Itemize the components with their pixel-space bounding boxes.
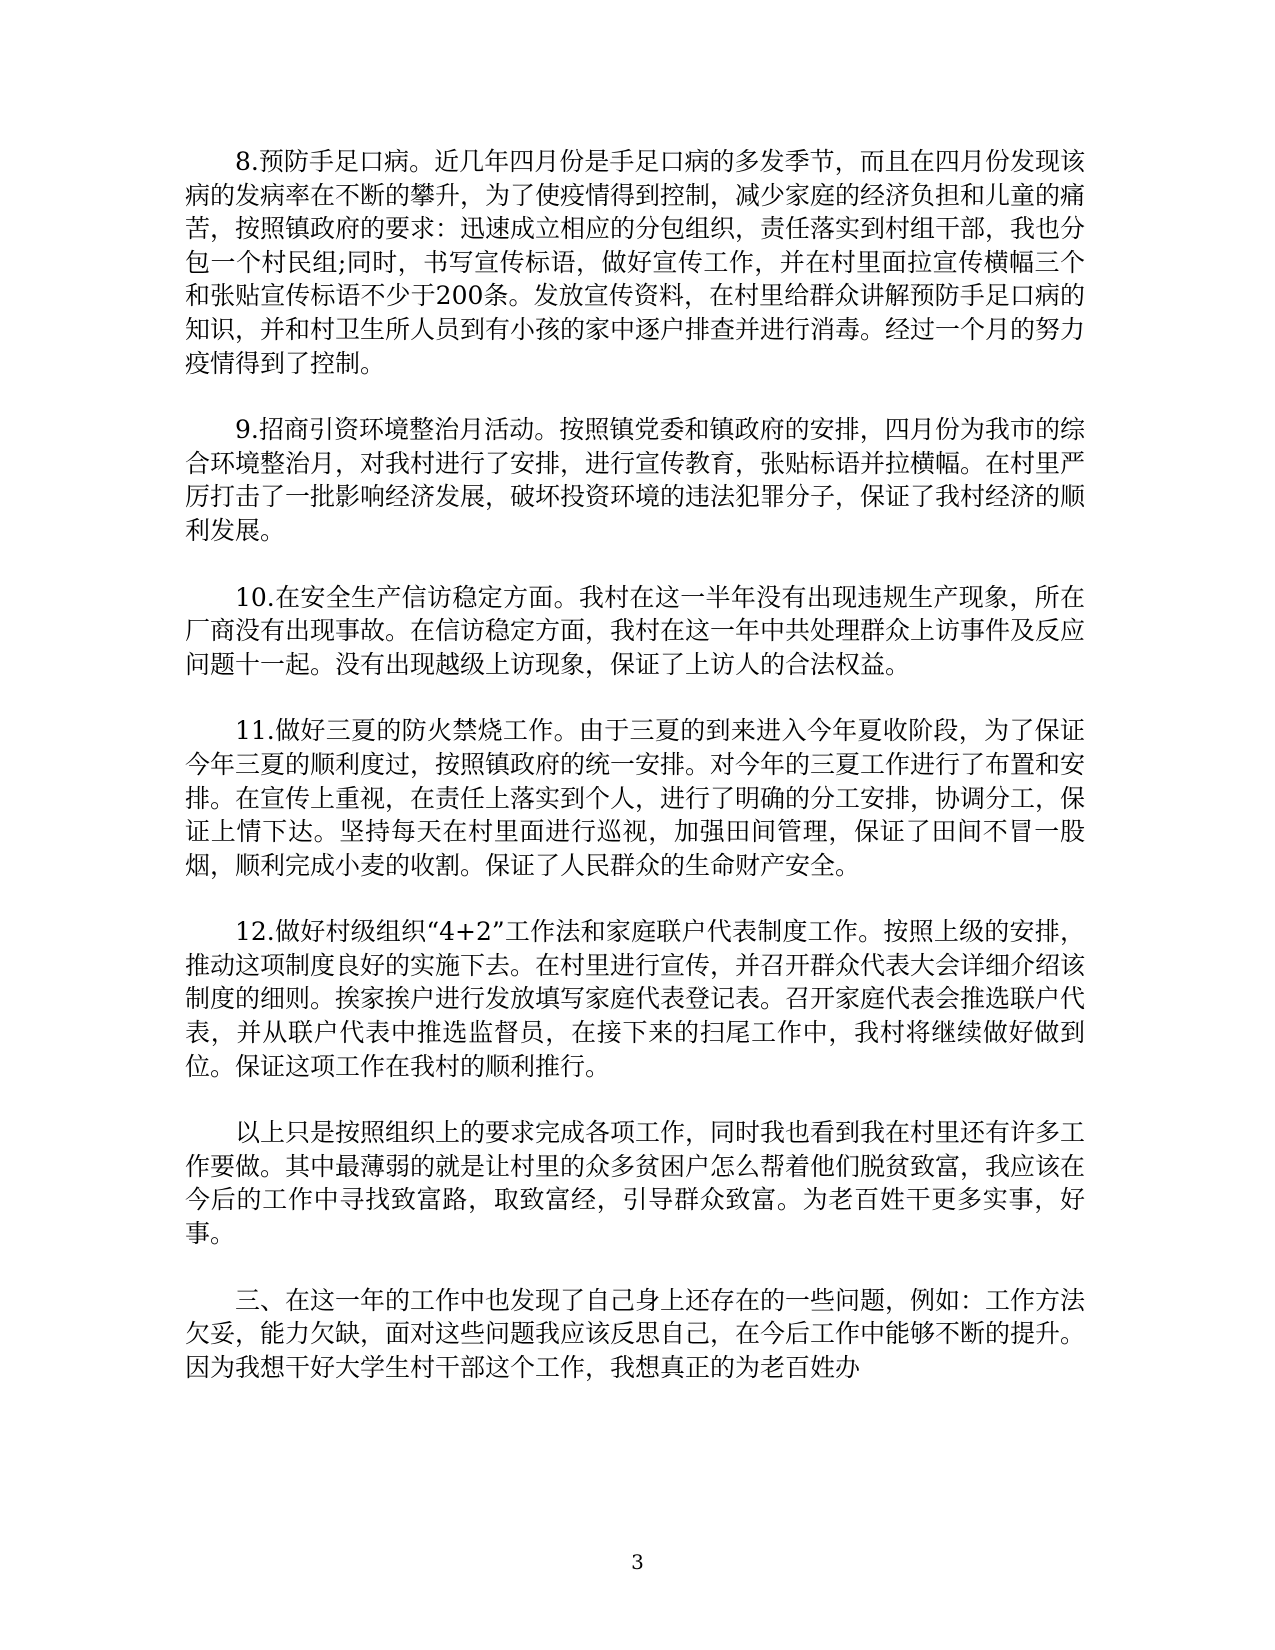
paragraph-safety-production-petition: 10.在安全生产信访稳定方面。我村在这一半年没有出现违规生产现象，所在厂商没有出现事故。在信访稳定方面，我村在这一年中共处理群众上访事件及反应问题十一起。没有出现越级上访现象，保证了上访人的合法权益。 <box>185 582 1086 679</box>
document-body <box>185 145 1085 1417</box>
page-number: 3 <box>631 1550 644 1574</box>
paragraph-summary-remaining-work: 以上只是按照组织上的要求完成各项工作，同时我也看到我在村里还有许多工作要做。其中最薄弱的就是让村里的众多贫困户怎么帮着他们脱贫致富，我应该在今后的工作中寻找致富路，取致富经，引导群众致富。为老百姓干更多实事，好事。 <box>185 1118 1086 1249</box>
paragraph-investment-environment-campaign: 9.招商引资环境整治月活动。按照镇党委和镇政府的安排，四月份为我市的综合环境整治月，对我村进行了安排，进行宣传教育，张贴标语并拉横幅。在村里严厉打击了一批影响经济发展，破坏投资环境的违法犯罪分子，保证了我村经济的顺利发展。 <box>185 415 1086 545</box>
paragraph-prevent-hand-foot-mouth-disease: 8.预防手足口病。近几年四月份是手足口病的多发季节，而且在四月份发现该病的发病率在不断的攀升，为了使疫情得到控制，减少家庭的经济负担和儿童的痛苦，按照镇政府的要求：迅速成立相应的分包组织，责任落实到村组干部，我也分包一个村民组;同时，书写宣传标语，做好宣传工作，并在村里面拉宣传横幅三个和张贴宣传标语不少于200条。发放宣传资料，在村里给群众讲解预防手足口病的知识，并和村卫生所人员到有小孩的家中逐户排查并进行消毒。经过一个月的努力疫情得到了控制。 <box>185 147 1086 378</box>
paragraph-fire-prevention-work: 11.做好三夏的防火禁烧工作。由于三夏的到来进入今年夏收阶段，为了保证今年三夏的顺利度过，按照镇政府的统一安排。对今年的三夏工作进行了布置和安排。在宣传上重视，在责任上落实到个人，进行了明确的分工安排，协调分工，保证上情下达。坚持每天在村里面进行巡视，加强田间管理，保证了田间不冒一股烟，顺利完成小麦的收割。保证了人民群众的生命财产安全。 <box>185 716 1086 880</box>
paragraph-problems-found: 三、在这一年的工作中也发现了自己身上还存在的一些问题，例如：工作方法欠妥，能力欠缺，面对这些问题我应该反思自己，在今后工作中能够不断的提升。因为我想干好大学生村干部这个工作，我想真正的为老百姓办 <box>185 1285 1086 1382</box>
paragraph-household-representative-system: 12.做好村级组织“4+2”工作法和家庭联户代表制度工作。按照上级的安排，推动这项制度良好的实施下去。在村里进行宣传，并召开群众代表大会详细介绍该制度的细则。挨家挨户进行发放填写家庭代表登记表。召开家庭代表会推选联户代表，并从联户代表中推选监督员，在接下来的扫尾工作中，我村将继续做好做到位。保证这项工作在我村的顺利推行。 <box>185 917 1086 1081</box>
